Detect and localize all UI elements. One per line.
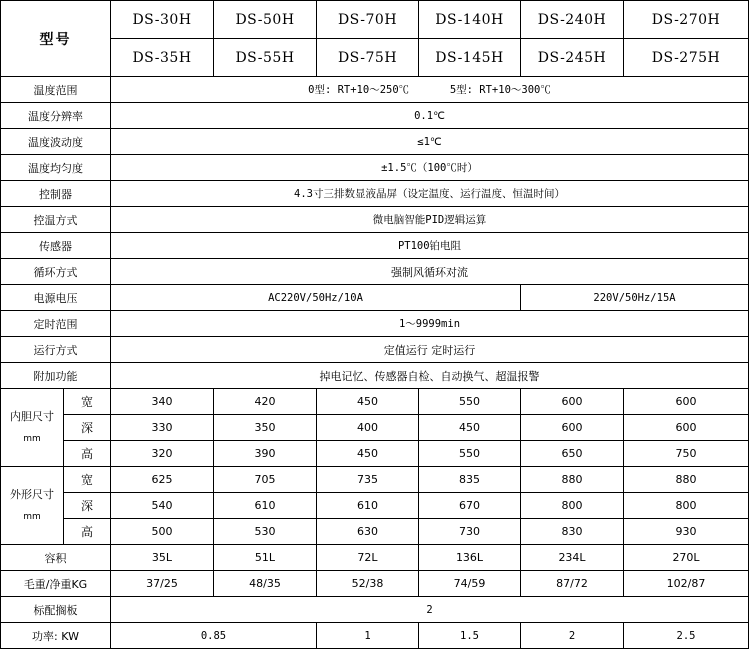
row-label: 传感器 bbox=[1, 233, 111, 259]
value-cell: 102/87 bbox=[624, 571, 749, 597]
row-power-supply bbox=[1, 285, 749, 311]
value-cell: 74/59 bbox=[419, 571, 521, 597]
value-cell: 730 bbox=[419, 519, 521, 545]
value-cell: 450 bbox=[419, 415, 521, 441]
value-cell: 705 bbox=[214, 467, 317, 493]
value-cell: 600 bbox=[521, 389, 624, 415]
value-cell: 800 bbox=[521, 493, 624, 519]
model-row-1 bbox=[1, 1, 749, 39]
value-cell: 550 bbox=[419, 441, 521, 467]
row-label: 功率: KW bbox=[1, 623, 111, 649]
value-cell: 540 bbox=[111, 493, 214, 519]
dim-label: 深 bbox=[64, 493, 111, 519]
model-cell: DS-140H bbox=[419, 1, 521, 39]
row-label: 毛重/净重KG bbox=[1, 571, 111, 597]
row-outer-depth bbox=[1, 493, 749, 519]
control-mode-value: 微电脑智能PID逻辑运算 bbox=[111, 207, 749, 233]
timer-range-value: 1～9999min bbox=[111, 311, 749, 337]
run-mode-value: 定值运行 定时运行 bbox=[111, 337, 749, 363]
inner-label-text: 内胆尺寸 bbox=[10, 409, 54, 423]
value-cell: 450 bbox=[317, 441, 419, 467]
model-cell: DS-275H bbox=[624, 39, 749, 77]
row-weight bbox=[1, 571, 749, 597]
value-cell: 72L bbox=[317, 545, 419, 571]
row-outer-height bbox=[1, 519, 749, 545]
value-cell: 1 bbox=[317, 623, 419, 649]
outer-label-text: 外形尺寸 bbox=[10, 487, 54, 501]
row-controller bbox=[1, 181, 749, 207]
row-shelves bbox=[1, 597, 749, 623]
temp-resolution-value: 0.1℃ bbox=[111, 103, 749, 129]
value-cell: 87/72 bbox=[521, 571, 624, 597]
value-cell: 735 bbox=[317, 467, 419, 493]
model-cell: DS-75H bbox=[317, 39, 419, 77]
value-cell: 880 bbox=[521, 467, 624, 493]
circulation-value: 强制风循环对流 bbox=[111, 259, 749, 285]
power-supply-value-a: AC220V/50Hz/10A bbox=[111, 285, 521, 311]
value-cell: 0.85 bbox=[111, 623, 317, 649]
dim-label: 高 bbox=[64, 519, 111, 545]
inner-dimensions-label bbox=[1, 389, 64, 467]
row-extras bbox=[1, 363, 749, 389]
value-cell: 625 bbox=[111, 467, 214, 493]
model-cell: DS-145H bbox=[419, 39, 521, 77]
value-cell: 530 bbox=[214, 519, 317, 545]
power-supply-value-b: 220V/50Hz/15A bbox=[521, 285, 749, 311]
dim-label: 宽 bbox=[64, 467, 111, 493]
value-cell: 48/35 bbox=[214, 571, 317, 597]
row-label: 温度波动度 bbox=[1, 129, 111, 155]
value-cell: 400 bbox=[317, 415, 419, 441]
value-cell: 350 bbox=[214, 415, 317, 441]
extras-value: 掉电记忆、传感器自检、自动换气、超温报警 bbox=[111, 363, 749, 389]
row-label: 容积 bbox=[1, 545, 111, 571]
inner-unit: mm bbox=[23, 433, 41, 444]
temp-range-value bbox=[111, 77, 749, 103]
row-label: 电源电压 bbox=[1, 285, 111, 311]
row-control-mode bbox=[1, 207, 749, 233]
value-cell: 37/25 bbox=[111, 571, 214, 597]
temp-fluctuation-value: ≤1℃ bbox=[111, 129, 749, 155]
value-cell: 234L bbox=[521, 545, 624, 571]
model-cell: DS-30H bbox=[111, 1, 214, 39]
row-sensor bbox=[1, 233, 749, 259]
temp-range-type-0: 0型: RT+10～250℃ bbox=[308, 84, 410, 96]
row-label: 运行方式 bbox=[1, 337, 111, 363]
row-outer-width bbox=[1, 467, 749, 493]
outer-unit: mm bbox=[23, 511, 41, 522]
row-label: 控制器 bbox=[1, 181, 111, 207]
value-cell: 830 bbox=[521, 519, 624, 545]
dim-label: 宽 bbox=[64, 389, 111, 415]
row-temp-uniformity bbox=[1, 155, 749, 181]
value-cell: 650 bbox=[521, 441, 624, 467]
value-cell: 610 bbox=[214, 493, 317, 519]
model-cell: DS-35H bbox=[111, 39, 214, 77]
value-cell: 835 bbox=[419, 467, 521, 493]
model-row-2 bbox=[1, 39, 749, 77]
value-cell: 1.5 bbox=[419, 623, 521, 649]
value-cell: 670 bbox=[419, 493, 521, 519]
value-cell: 2.5 bbox=[624, 623, 749, 649]
outer-dimensions-label bbox=[1, 467, 64, 545]
value-cell: 610 bbox=[317, 493, 419, 519]
row-temp-range bbox=[1, 77, 749, 103]
model-header: 型号 bbox=[1, 1, 111, 77]
value-cell: 270L bbox=[624, 545, 749, 571]
model-cell: DS-245H bbox=[521, 39, 624, 77]
value-cell: 600 bbox=[521, 415, 624, 441]
value-cell: 2 bbox=[521, 623, 624, 649]
row-label: 控温方式 bbox=[1, 207, 111, 233]
value-cell: 750 bbox=[624, 441, 749, 467]
row-label: 循环方式 bbox=[1, 259, 111, 285]
model-cell: DS-240H bbox=[521, 1, 624, 39]
dim-label: 深 bbox=[64, 415, 111, 441]
value-cell: 880 bbox=[624, 467, 749, 493]
row-timer-range bbox=[1, 311, 749, 337]
row-circulation bbox=[1, 259, 749, 285]
shelves-value: 2 bbox=[111, 597, 749, 623]
row-label: 温度分辨率 bbox=[1, 103, 111, 129]
temp-uniformity-value: ±1.5℃（100℃时） bbox=[111, 155, 749, 181]
model-cell: DS-50H bbox=[214, 1, 317, 39]
value-cell: 630 bbox=[317, 519, 419, 545]
value-cell: 320 bbox=[111, 441, 214, 467]
model-cell: DS-70H bbox=[317, 1, 419, 39]
value-cell: 390 bbox=[214, 441, 317, 467]
row-power-kw bbox=[1, 623, 749, 649]
row-inner-depth bbox=[1, 415, 749, 441]
value-cell: 35L bbox=[111, 545, 214, 571]
value-cell: 930 bbox=[624, 519, 749, 545]
value-cell: 136L bbox=[419, 545, 521, 571]
row-label: 标配搁板 bbox=[1, 597, 111, 623]
value-cell: 340 bbox=[111, 389, 214, 415]
row-inner-height bbox=[1, 441, 749, 467]
value-cell: 450 bbox=[317, 389, 419, 415]
row-label: 定时范围 bbox=[1, 311, 111, 337]
value-cell: 600 bbox=[624, 415, 749, 441]
value-cell: 500 bbox=[111, 519, 214, 545]
value-cell: 51L bbox=[214, 545, 317, 571]
temp-range-type-5: 5型: RT+10～300℃ bbox=[449, 84, 551, 96]
row-run-mode bbox=[1, 337, 749, 363]
value-cell: 330 bbox=[111, 415, 214, 441]
row-label: 附加功能 bbox=[1, 363, 111, 389]
value-cell: 420 bbox=[214, 389, 317, 415]
row-temp-resolution bbox=[1, 103, 749, 129]
row-volume bbox=[1, 545, 749, 571]
value-cell: 52/38 bbox=[317, 571, 419, 597]
row-inner-width bbox=[1, 389, 749, 415]
model-cell: DS-55H bbox=[214, 39, 317, 77]
sensor-value: PT100铂电阻 bbox=[111, 233, 749, 259]
value-cell: 550 bbox=[419, 389, 521, 415]
model-cell: DS-270H bbox=[624, 1, 749, 39]
controller-value: 4.3寸三排数显液晶屏（设定温度、运行温度、恒温时间） bbox=[111, 181, 749, 207]
dim-label: 高 bbox=[64, 441, 111, 467]
value-cell: 800 bbox=[624, 493, 749, 519]
row-label: 温度范围 bbox=[1, 77, 111, 103]
row-temp-fluctuation bbox=[1, 129, 749, 155]
value-cell: 600 bbox=[624, 389, 749, 415]
row-label: 温度均匀度 bbox=[1, 155, 111, 181]
